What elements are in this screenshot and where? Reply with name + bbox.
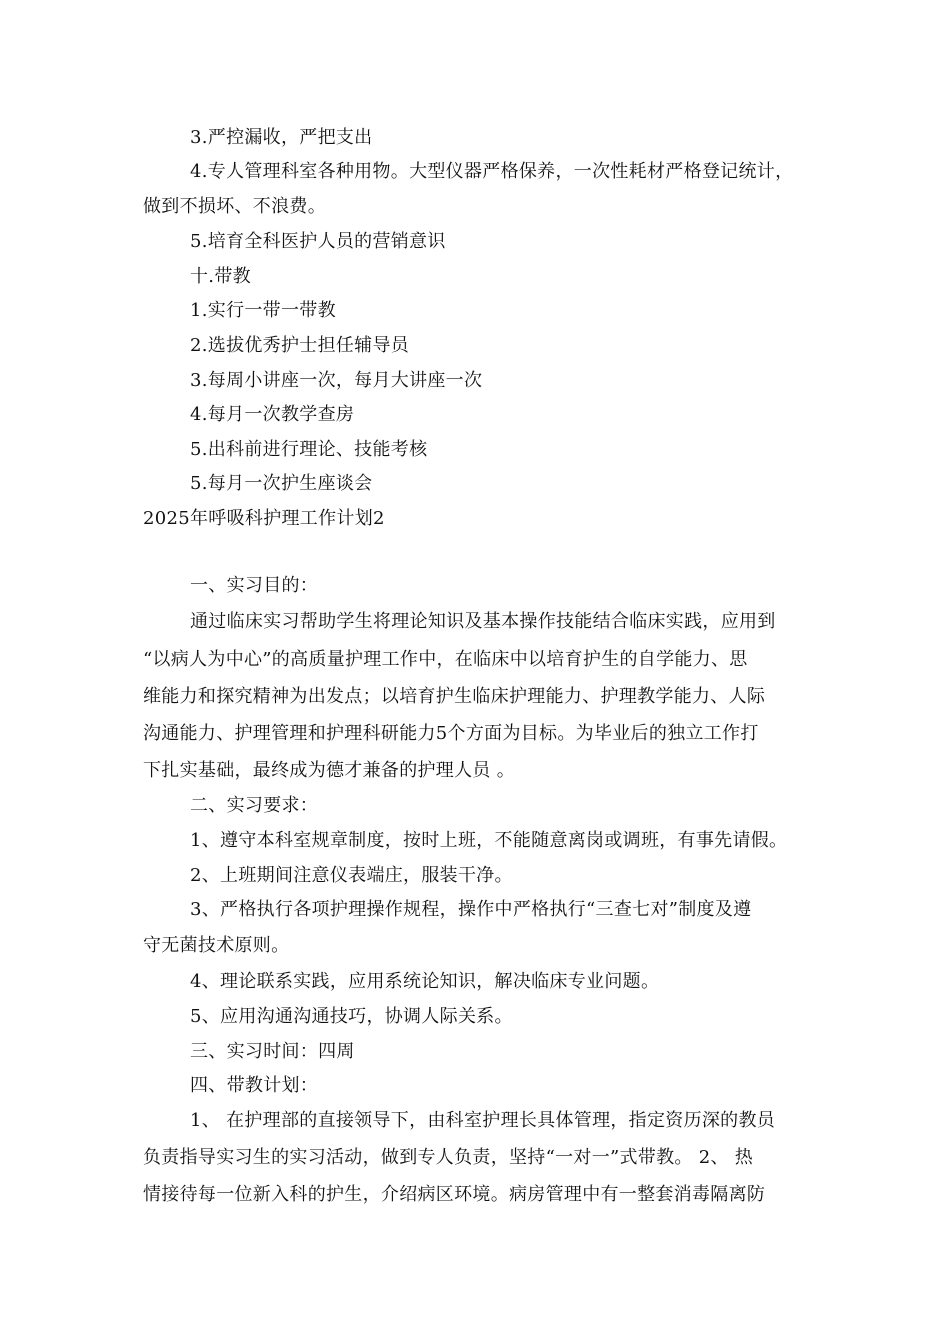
list-item: 5.培育全科医护人员的营销意识 [190,231,446,252]
paragraph-line: “以病人为中心”的高质量护理工作中，在临床中以培育护生的自学能力、思 [143,649,748,670]
list-item: 3.每周小讲座一次，每月大讲座一次 [190,370,483,391]
list-item: 5.每月一次护生座谈会 [190,473,373,494]
list-item: 1.实行一带一带教 [190,300,336,321]
list-item: 4.每月一次教学查房 [190,404,355,425]
list-item: 1、遵守本科室规章制度，按时上班，不能随意离岗或调班，有事先请假。 [190,830,788,851]
paragraph-line: 通过临床实习帮助学生将理论知识及基本操作技能结合临床实践，应用到 [190,611,776,632]
list-item: 5.出科前进行理论、技能考核 [190,439,428,460]
section-heading: 一、实习目的： [190,575,319,596]
paragraph-line: 负责指导实习生的实习活动，做到专人负责，坚持“一对一”式带教。 2、 热 [143,1147,754,1168]
paragraph-line: 维能力和探究精神为出发点；以培育护生临床护理能力、护理教学能力、人际 [143,686,766,707]
list-item: 4.专人管理科室各种用物。大型仪器严格保养，一次性耗材严格登记统计， [190,161,794,182]
list-item: 3、严格执行各项护理操作规程，操作中严格执行“三查七对”制度及遵 [190,899,752,920]
section-heading: 十.带教 [190,266,251,287]
paragraph-line: 1、 在护理部的直接领导下，由科室护理长具体管理，指定资历深的教员 [190,1110,776,1131]
list-item-continuation: 做到不损坏、不浪费。 [143,196,326,217]
list-item: 3.严控漏收，严把支出 [190,127,373,148]
section-heading: 二、实习要求： [190,795,319,816]
paragraph-line: 下扎实基础，最终成为德才兼备的护理人员 。 [143,760,516,781]
section-heading: 三、实习时间：四周 [190,1041,355,1062]
document-title: 2025年呼吸科护理工作计划2 [143,508,385,529]
list-item: 2、上班期间注意仪表端庄，服装干净。 [190,865,513,886]
list-item: 5、应用沟通沟通技巧，协调人际关系。 [190,1006,513,1027]
list-item: 2.选拔优秀护士担任辅导员 [190,335,410,356]
paragraph-line: 情接待每一位新入科的护生，介绍病区环境。病房管理中有一整套消毒隔离防 [143,1184,766,1205]
paragraph-line: 沟通能力、护理管理和护理科研能力5个方面为目标。为毕业后的独立工作打 [143,723,759,744]
list-item: 4、理论联系实践，应用系统论知识，解决临床专业问题。 [190,971,660,992]
section-heading: 四、带教计划： [190,1075,319,1096]
list-item-continuation: 守无菌技术原则。 [143,935,290,956]
